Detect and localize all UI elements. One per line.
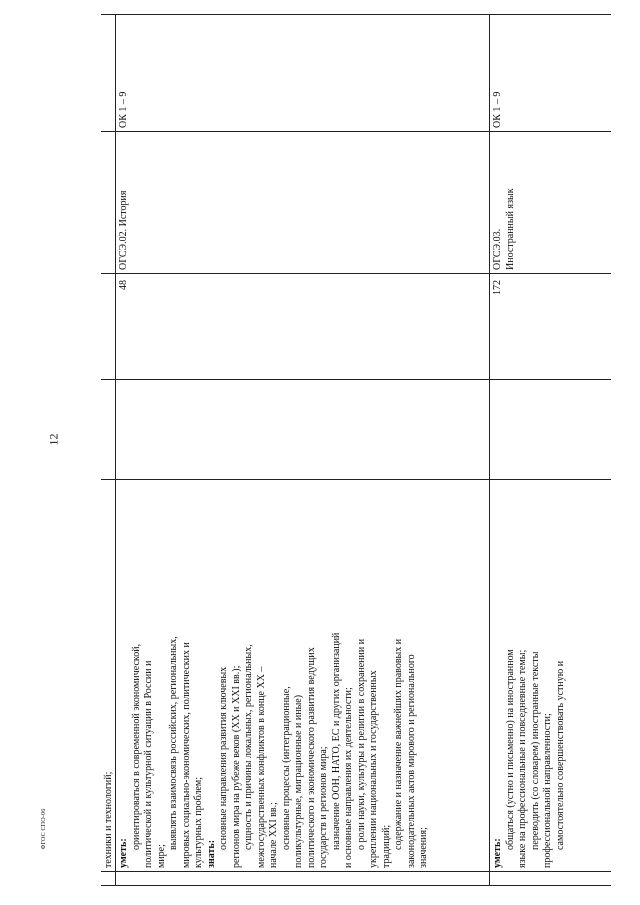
- knowledge-line: сущность и причины локальных, региональных,: [243, 644, 254, 850]
- knowledge-line: и основные направления их деятельности;: [343, 687, 354, 868]
- skill-line: выявлять взаимосвязь российских, региональных,: [168, 636, 179, 850]
- skill-line: политической и культурной ситуации в России и: [143, 660, 154, 868]
- knowledge-line: назначение ООН, НАТО, ЕС и других организаций: [330, 632, 342, 850]
- skill-line: переводить (со словарем) иностранные тексты: [529, 651, 541, 850]
- knowledge-line: начале XXI вв.;: [268, 802, 279, 868]
- curriculum-table-wrapper: [101, 14, 611, 886]
- competencies-cell: [101, 14, 115, 131]
- competence-text: техники и технологий;: [103, 771, 114, 868]
- discipline-cell: [101, 131, 115, 273]
- skills-heading: уметь:: [118, 838, 129, 868]
- knowledge-heading: знать:: [205, 839, 217, 868]
- skill-line: языке на профессиональные и повседневные темы;: [517, 649, 528, 868]
- skill-line: культурных проблем;: [193, 777, 204, 868]
- table-row-history: [116, 14, 489, 886]
- skills-heading: уметь:: [492, 838, 503, 868]
- knowledge-line: политического и экономического развития ведущих: [305, 647, 317, 868]
- knowledge-line: традиций;: [380, 824, 392, 868]
- empty-cell: [490, 379, 611, 479]
- history-requirements-cell: [116, 479, 489, 871]
- empty-cell: [116, 379, 489, 479]
- skill-line: мировых социально-экономических, политических и: [180, 642, 192, 868]
- skill-line: мире;: [155, 844, 167, 868]
- skill-line: ориентироваться в современной экономической,: [130, 643, 142, 850]
- knowledge-line: межгосударственных конфликтов в конце XX –: [255, 666, 267, 868]
- knowledge-line: государств и регионов мира;: [318, 746, 329, 868]
- index-cell: [116, 871, 489, 886]
- history-discipline: ОГСЭ.02. История: [116, 131, 489, 273]
- language-discipline-code: ОГСЭ.03.: [492, 228, 503, 270]
- knowledge-line: о роли науки, культуры и религии в сохранении и: [355, 638, 367, 850]
- knowledge-line: основные направления развития ключевых: [218, 666, 229, 850]
- table-row-continuation: [101, 14, 115, 886]
- skill-line: общаться (устно и письменно) на иностранном: [504, 649, 516, 850]
- page-footer: ФГОС СПО-06: [41, 808, 47, 850]
- language-hours: 172: [490, 273, 611, 379]
- skill-line: профессиональной направленности;: [542, 713, 553, 868]
- knowledge-line: укреплении национальных и государственных: [368, 670, 379, 868]
- language-discipline-cell: [490, 131, 611, 273]
- knowledge-line: значения;: [418, 827, 429, 868]
- index-cell: [101, 871, 115, 886]
- knowledge-line: содержание и назначение важнейших правовых и: [393, 638, 404, 850]
- skill-line: самостоятельно совершенствовать устную и: [554, 660, 566, 850]
- language-competencies: ОК 1 – 9: [492, 91, 503, 128]
- curriculum-table: [101, 14, 611, 886]
- table-row-foreign-language: [490, 14, 611, 886]
- knowledge-line: регионов мира на рубеже веков (XX и XXI вв.);: [230, 665, 242, 868]
- knowledge-line: поликультурные, миграционные и иные): [293, 694, 304, 868]
- history-competencies: ОК 1 – 9: [118, 91, 129, 128]
- history-hours: 48: [116, 273, 489, 379]
- knowledge-line: законодательных актов мирового и регионального: [405, 654, 417, 868]
- empty-cell: [101, 379, 115, 479]
- knowledge-line: основные процессы (интеграционные,: [280, 686, 292, 850]
- hours-cell: [101, 273, 115, 379]
- language-discipline-name: Иностранный язык: [504, 188, 516, 270]
- page-number: 12: [46, 433, 61, 446]
- competence-cell: [101, 479, 115, 871]
- index-cell: [490, 871, 611, 886]
- language-requirements-cell: [490, 479, 611, 871]
